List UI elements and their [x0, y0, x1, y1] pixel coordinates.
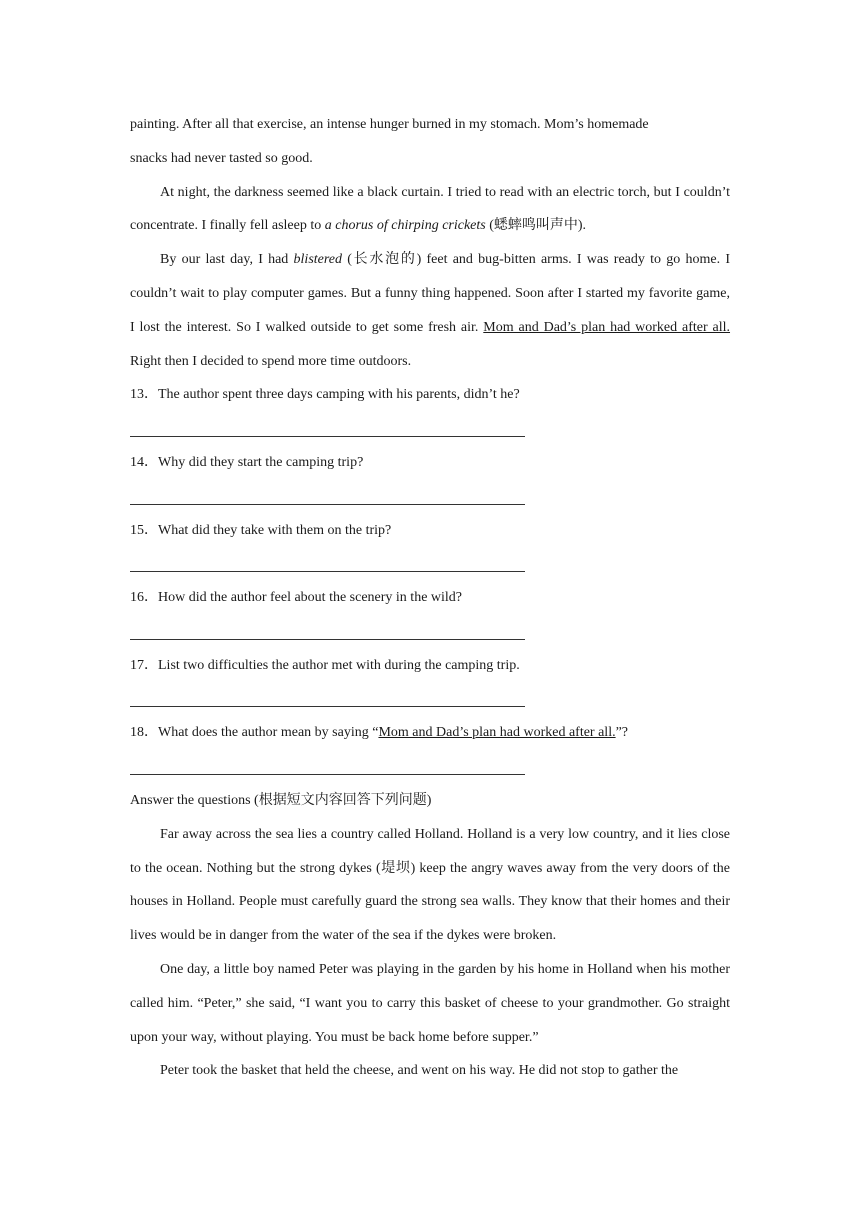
passage1-paragraph2	[130, 176, 730, 244]
question-text-post: ”?	[615, 725, 629, 741]
answer-line-17[interactable]	[130, 683, 525, 717]
passage1-p2-text-b: (蟋蟀鸣叫声中).	[485, 218, 587, 234]
passage1-p3-text-a: By our last day, I had	[160, 252, 294, 268]
question-17	[130, 649, 730, 683]
passage2-paragraph1: Far away across the sea lies a country called Holland. Holland is a very low country, and it lies close to the ocean. Nothing but the strong dykes (堤坝) keep the angry waves away from the very doors of the houses in Holland. People must carefully guard the strong sea walls. They know that their homes and their lives would be in danger from the water of the sea if the dykes were broken.	[130, 826, 730, 944]
question-14	[130, 446, 730, 480]
question-15	[130, 514, 730, 548]
passage1-p3-underlined: Mom and Dad’s plan had worked after all.	[483, 319, 731, 335]
passage1-p3-text-b: (长水泡的) feet and bug-bitten arms. I was ready to go home. I couldn’t wait to play computer games. But a funny thing happened. Soon after I started my favorite game, I lost the interest. So I walked outside to get some fresh air.	[130, 252, 730, 335]
answer-line-15[interactable]	[130, 547, 525, 581]
passage1-p2-text-a: At night, the darkness seemed like a black curtain. I tried to read with an electric torch, but I couldn’t concentrate. I finally fell asleep to	[130, 184, 730, 234]
question-text: How did the author feel about the scenery in the wild?	[158, 590, 463, 606]
question-text: What did they take with them on the trip?	[158, 522, 392, 538]
section-heading: Answer the questions (根据短文内容回答下列问题)	[130, 792, 432, 808]
answer-line-14[interactable]	[130, 480, 525, 514]
question-number: 13．	[130, 387, 158, 403]
passage1-p3-italic: blistered	[293, 252, 343, 268]
answer-line-18[interactable]	[130, 750, 525, 784]
question-number: 14．	[130, 454, 158, 470]
passage1-paragraph3	[130, 243, 730, 378]
question-16	[130, 581, 730, 615]
question-number: 18．	[130, 725, 158, 741]
question-text-pre: What does the author mean by saying “	[158, 725, 379, 741]
question-number: 15．	[130, 522, 158, 538]
answer-line-13[interactable]	[130, 412, 525, 446]
question-text-underlined: Mom and Dad’s plan had worked after all.	[378, 725, 616, 741]
question-text: Why did they start the camping trip?	[158, 454, 364, 470]
passage2-paragraph2: One day, a little boy named Peter was playing in the garden by his home in Holland when his mother called him. “Peter,” she said, “I want you to carry this basket of cheese to your grandmother. Go straight upon your way, without playing. You must be back home before supper.”	[130, 961, 730, 1045]
question-13	[130, 378, 730, 412]
passage2-paragraph3: Peter took the basket that held the cheese, and went on his way. He did not stop to gather the	[160, 1063, 679, 1079]
answer-line-16[interactable]	[130, 615, 525, 649]
question-18	[130, 716, 730, 750]
passage1-paragraph1-line1: painting. After all that exercise, an intense hunger burned in my stomach. Mom’s homemade	[130, 117, 649, 132]
passage1-p3-text-c: Right then I decided to spend more time outdoors.	[130, 353, 412, 369]
document-page	[130, 108, 730, 1088]
question-text: The author spent three days camping with his parents, didn’t he?	[158, 387, 520, 403]
passage1-paragraph1-line2: snacks had never tasted so good.	[130, 150, 313, 166]
question-number: 16．	[130, 590, 158, 606]
question-number: 17．	[130, 657, 158, 673]
passage1-p2-italic: a chorus of chirping crickets	[324, 218, 486, 234]
question-text: List two difficulties the author met with during the camping trip.	[158, 657, 520, 673]
